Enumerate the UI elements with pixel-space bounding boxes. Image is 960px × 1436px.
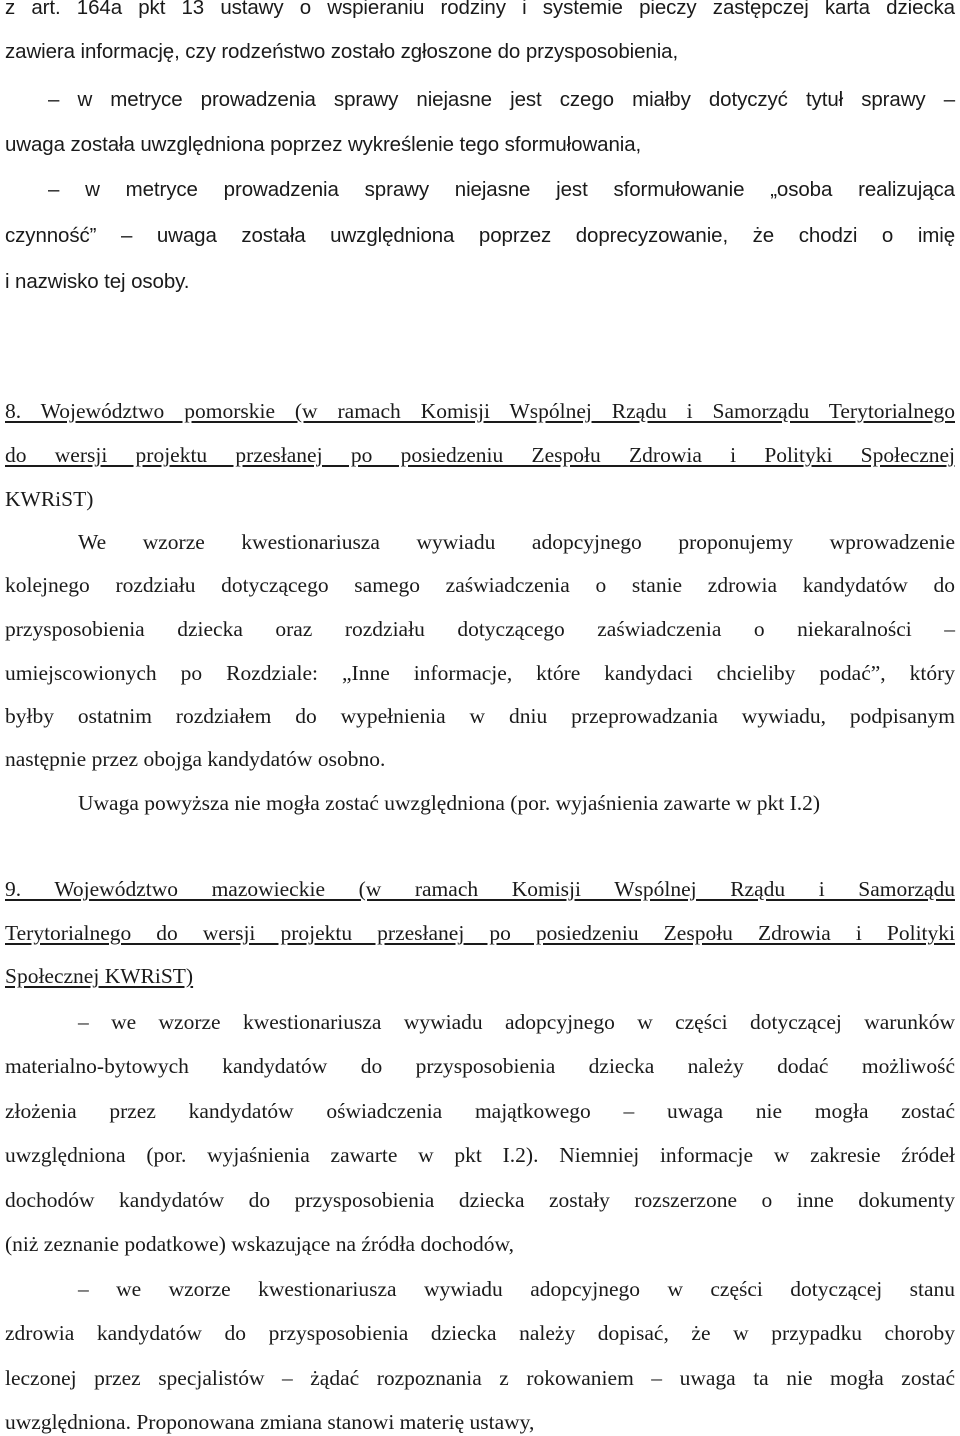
- paragraph-line: uwaga została uwzględniona poprzez wykreślenie tego sformułowania,: [5, 133, 642, 156]
- paragraph-line: złożenia przez kandydatów oświadczenia majątkowego – uwaga nie mogła zostać: [5, 1099, 955, 1123]
- paragraph-line: zdrowia kandydatów do przysposobienia dziecka należy dopisać, że w przypadku choroby: [5, 1321, 955, 1345]
- bullet-line: – we wzorze kwestionariusza wywiadu adopcyjnego w części dotyczącej warunków: [78, 1010, 955, 1034]
- paragraph-line: kolejnego rozdziału dotyczącego samego zaświadczenia o stanie zdrowia kandydatów do: [5, 573, 955, 597]
- paragraph-line: zawiera informację, czy rodzeństwo zostało zgłoszone do przysposobienia,: [5, 40, 679, 63]
- section-heading-line: Społecznej KWRiST): [5, 964, 194, 988]
- paragraph-line: i nazwisko tej osoby.: [5, 270, 190, 293]
- paragraph-line: uwzględniona (por. wyjaśnienia zawarte w pkt I.2). Niemniej informacje w zakresie źródeł: [5, 1143, 955, 1167]
- response-note: Uwaga powyższa nie mogła zostać uwzględniona (por. wyjaśnienia zawarte w pkt I.2): [78, 791, 821, 815]
- section-heading-line: 9. Województwo mazowieckie (w ramach Komisji Wspólnej Rządu i Samorządu: [5, 877, 955, 901]
- paragraph-line: (niż zeznanie podatkowe) wskazujące na źródła dochodów,: [5, 1232, 514, 1256]
- paragraph-line: dochodów kandydatów do przysposobienia dziecka zostały rozszerzone o inne dokumenty: [5, 1188, 955, 1212]
- bullet-line: – w metryce prowadzenia sprawy niejasne jest sformułowanie „osoba realizująca: [48, 178, 955, 201]
- paragraph-line: byłby ostatnim rozdziałem do wypełnienia w dniu przeprowadzania wywiadu, podpisanym: [5, 704, 955, 728]
- paragraph-line: umiejscowionych po Rozdziale: „Inne informacje, które kandydaci chcieliby podać”, który: [5, 661, 955, 685]
- paragraph-line: materialno-bytowych kandydatów do przysposobienia dziecka należy dodać możliwość: [5, 1054, 955, 1078]
- paragraph-line: uwzględniona. Proponowana zmiana stanowi materię ustawy,: [5, 1410, 535, 1434]
- paragraph-line: przysposobienia dziecka oraz rozdziału dotyczącego zaświadczenia o niekaralności –: [5, 617, 955, 641]
- paragraph-line: następnie przez obojga kandydatów osobno.: [5, 747, 386, 771]
- section-heading-line: 8. Województwo pomorskie (w ramach Komisji Wspólnej Rządu i Samorządu Terytorialnego: [5, 399, 955, 423]
- section-heading-line: KWRiST): [5, 487, 94, 511]
- paragraph-line: z art. 164a pkt 13 ustawy o wspieraniu rodziny i systemie pieczy zastępczej karta dziecka: [5, 0, 955, 19]
- section-heading-line: Terytorialnego do wersji projektu przesłanej po posiedzeniu Zespołu Zdrowia i Polityki: [5, 921, 955, 945]
- bullet-line: – we wzorze kwestionariusza wywiadu adopcyjnego w części dotyczącej stanu: [78, 1277, 955, 1301]
- section-heading-line: do wersji projektu przesłanej po posiedzeniu Zespołu Zdrowia i Polityki Społecznej: [5, 443, 955, 467]
- bullet-line: – w metryce prowadzenia sprawy niejasne jest czego miałby dotyczyć tytuł sprawy –: [48, 88, 955, 111]
- paragraph-line: czynność” – uwaga została uwzględniona poprzez doprecyzowanie, że chodzi o imię: [5, 224, 955, 247]
- paragraph-line: leczonej przez specjalistów – żądać rozpoznania z rokowaniem – uwaga ta nie mogła zostać: [5, 1366, 955, 1390]
- paragraph-line: We wzorze kwestionariusza wywiadu adopcyjnego proponujemy wprowadzenie: [78, 530, 955, 554]
